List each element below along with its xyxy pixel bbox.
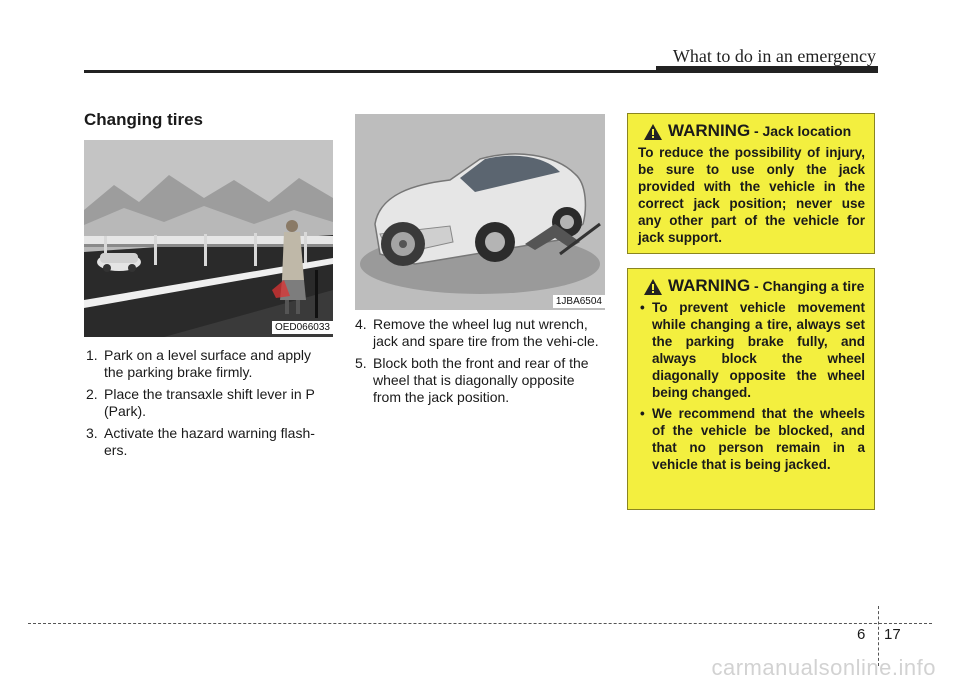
- warning-triangle-icon: [644, 279, 662, 295]
- chapter-number: 6: [857, 626, 866, 643]
- roadside-scene-graphic: [84, 140, 333, 337]
- steps-list-right: [355, 316, 605, 411]
- header-rule-accent: [656, 66, 878, 73]
- watermark: carmanualsonline.info: [711, 655, 936, 680]
- image-code-1: OED066033: [272, 321, 333, 334]
- warning-box-changing-tire: [627, 268, 875, 510]
- header-title: What to do in an emergency: [672, 46, 876, 66]
- step-item: 2. Place the transaxle shift lever in P (Park).: [86, 386, 315, 419]
- page-number: 17: [884, 626, 901, 643]
- warning-list: [638, 299, 865, 473]
- roadside-illustration: [84, 140, 333, 337]
- warning-triangle-icon: [644, 124, 662, 140]
- section-title: Changing tires: [84, 110, 204, 129]
- step-item: 1. Park on a level surface and apply the parking brake firmly.: [86, 347, 312, 380]
- car-jack-graphic: [355, 114, 605, 310]
- car-jack-illustration: [355, 114, 605, 310]
- warning-box-jack-location: [627, 113, 875, 254]
- warning-list-item: • To prevent vehicle movement while changing a tire, always set the parking brake fully, and always block the wheel diagonally opposite the wheel being changed.: [638, 299, 865, 401]
- image-code-2: 1JBA6504: [553, 295, 605, 308]
- warning-header: WARNING - Changing a tire: [644, 277, 865, 295]
- step-item: 3. Activate the hazard warning flash-ers.: [86, 425, 315, 458]
- footer-rule: [28, 623, 932, 624]
- warning-list-item: • We recommend that the wheels of the vehicle be blocked, and that no person remain in a vehicle that is being jacked.: [638, 405, 865, 473]
- warning-header: WARNING - Jack location: [644, 122, 865, 140]
- step-item: 4. Remove the wheel lug nut wrench, jack and spare tire from the vehi-cle.: [355, 316, 599, 349]
- step-item: 5. Block both the front and rear of the wheel that is diagonally opposite from the jack position.: [355, 355, 589, 405]
- warning-text: To reduce the possibility of injury, be sure to use only the jack provided with the vehicle in the correct jack position; never use any other part of the vehicle for jack support.: [638, 145, 865, 245]
- steps-list-left: [86, 347, 334, 464]
